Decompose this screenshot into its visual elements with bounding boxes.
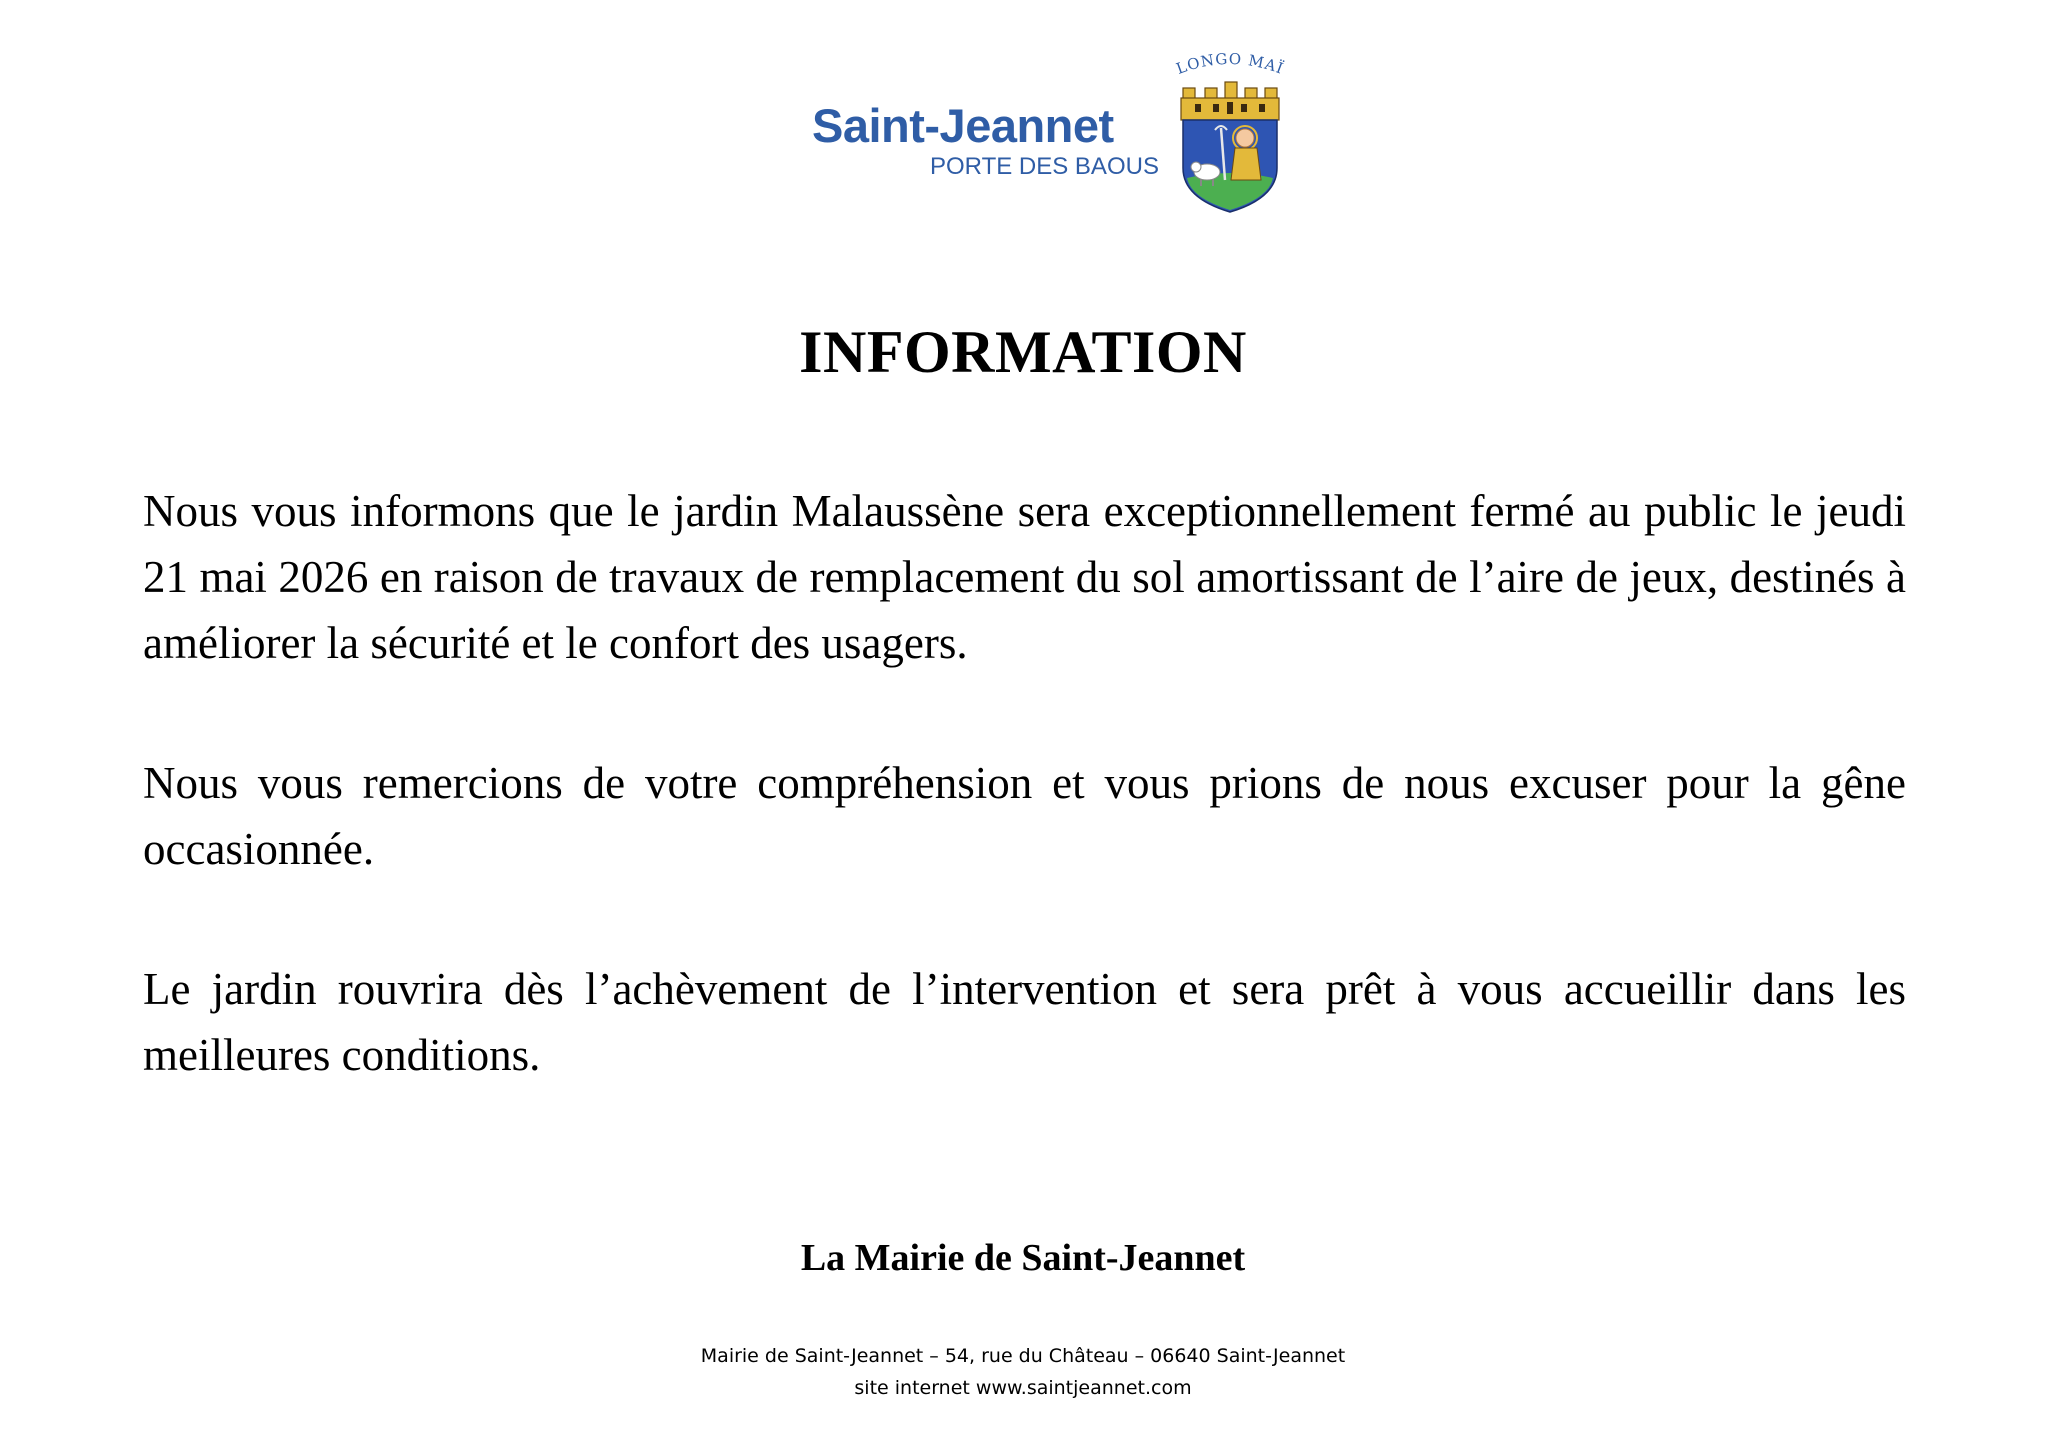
coat-of-arms-icon	[1165, 50, 1295, 215]
page-title: INFORMATION	[799, 319, 1247, 385]
paragraph-reopening: Le jardin rouvrira dès l’achèvement de l’intervention et sera prêt à vous accueillir dans les meilleures conditions.	[143, 964, 1906, 1080]
paragraph-apology: Nous vous remercions de votre compréhension et vous prions de nous excuser pour la gêne occasionnée.	[143, 758, 1906, 874]
signature: La Mairie de Saint-Jeannet	[800, 1237, 1246, 1279]
header	[800, 50, 1300, 230]
footer	[0, 1340, 2046, 1404]
footer-website: site internet www.saintjeannet.com	[854, 1377, 1192, 1399]
notice-body	[143, 478, 1906, 1162]
paragraph-closure: Nous vous informons que le jardin Malaussène sera exceptionnellement fermé au public le jeudi 21 mai 2026 en raison de travaux de remplacement du sol amortissant de l’aire de jeux, destinés à améliorer la sécurité et le confort des usagers.	[143, 486, 1906, 668]
footer-address: Mairie de Saint-Jeannet – 54, rue du Château – 06640 Saint-Jeannet	[700, 1345, 1346, 1367]
svg-text:LONGO MAÏ: LONGO MAÏ	[1173, 50, 1287, 78]
brand-name: Saint-Jeannet	[812, 99, 1114, 152]
brand-tagline: PORTE DES BAOUS	[930, 153, 1159, 180]
